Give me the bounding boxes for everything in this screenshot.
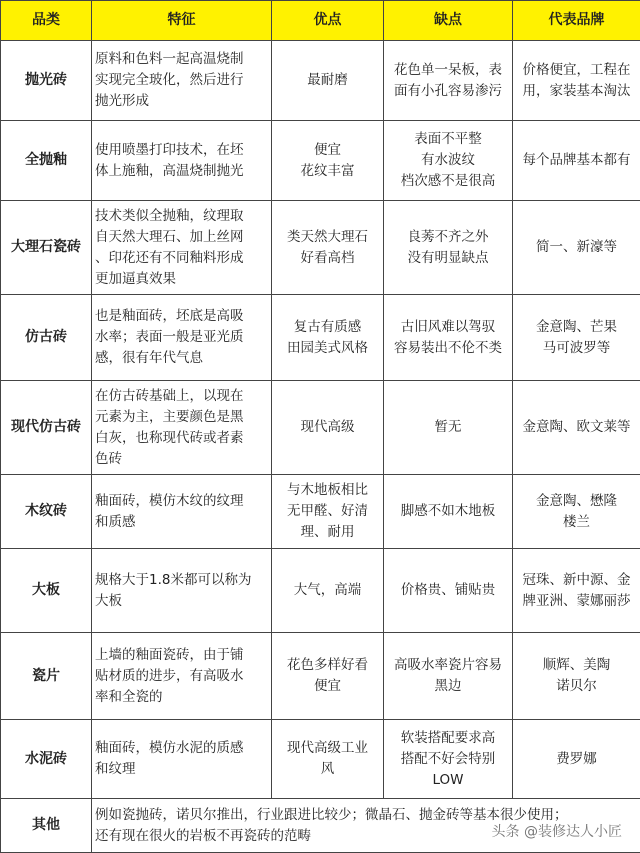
pros-cell: 现代高级 [272,381,384,475]
cons-cell: 表面不平整 有水波纹 档次感不是很高 [384,121,513,201]
brands-cell: 每个品牌基本都有 [513,121,640,201]
category-cell: 木纹砖 [1,475,92,549]
header-brands: 代表品牌 [513,1,640,41]
cons-cell: 脚感不如木地板 [384,475,513,549]
category-cell: 现代仿古砖 [1,381,92,475]
table-row [1,201,640,295]
brands-cell: 价格便宜，工程在 用，家装基本淘汰 [513,41,640,121]
table-row [1,720,640,799]
features-cell: 釉面砖，模仿水泥的质感 和纹理 [92,720,272,799]
cons-cell: 暂无 [384,381,513,475]
header-features: 特征 [92,1,272,41]
pros-cell: 最耐磨 [272,41,384,121]
cons-cell: 高吸水率瓷片容易 黑边 [384,633,513,720]
cons-cell: 价格贵、铺贴贵 [384,549,513,633]
category-cell: 仿古砖 [1,295,92,381]
table-row [1,475,640,549]
brands-cell: 金意陶、懋隆 楼兰 [513,475,640,549]
table-row [1,295,640,381]
features-cell: 规格大于1.8米都可以称为 大板 [92,549,272,633]
category-cell: 大板 [1,549,92,633]
features-cell: 在仿古砖基础上，以现在 元素为主，主要颜色是黑 白灰，也称现代砖或者素 色砖 [92,381,272,475]
brands-cell: 简一、新濠等 [513,201,640,295]
category-cell: 抛光砖 [1,41,92,121]
features-cell: 上墙的釉面瓷砖，由于铺 贴材质的进步，有高吸水 率和全瓷的 [92,633,272,720]
pros-cell: 大气，高端 [272,549,384,633]
cons-cell: 花色单一呆板，表 面有小孔容易渗污 [384,41,513,121]
table-row [1,381,640,475]
category-cell: 水泥砖 [1,720,92,799]
header-row [1,1,640,41]
features-cell: 技术类似全抛釉，纹理取 自天然大理石、加上丝网 、印花还有不同釉料形成 更加逼真效果 [92,201,272,295]
table-row [1,633,640,720]
features-cell: 原料和色料一起高温烧制 实现完全玻化，然后进行 抛光形成 [92,41,272,121]
brands-cell: 金意陶、欧文莱等 [513,381,640,475]
cons-cell: 良莠不齐之外 没有明显缺点 [384,201,513,295]
category-cell: 大理石瓷砖 [1,201,92,295]
category-cell: 全抛釉 [1,121,92,201]
table-row [1,121,640,201]
features-cell: 也是釉面砖，坯底是高吸 水率；表面一般是亚光质 感，很有年代气息 [92,295,272,381]
header-pros: 优点 [272,1,384,41]
category-cell: 其他 [1,799,92,853]
features-cell: 使用喷墨打印技术，在坯 体上施釉，高温烧制抛光 [92,121,272,201]
brands-cell: 冠珠、新中源、金 牌亚洲、蒙娜丽莎 [513,549,640,633]
pros-cell: 与木地板相比 无甲醛、好清 理、耐用 [272,475,384,549]
cons-cell: 古旧风难以驾驭 容易装出不伦不类 [384,295,513,381]
table-row [1,549,640,633]
cons-cell: 软装搭配要求高 搭配不好会特别 LOW [384,720,513,799]
pros-cell: 花色多样好看 便宜 [272,633,384,720]
header-cons: 缺点 [384,1,513,41]
brands-cell: 费罗娜 [513,720,640,799]
features-cell: 釉面砖，模仿木纹的纹理 和质感 [92,475,272,549]
pros-cell: 便宜 花纹丰富 [272,121,384,201]
watermark: 头条 @装修达人小匠 [492,821,622,841]
category-cell: 瓷片 [1,633,92,720]
brands-cell: 金意陶、芒果 马可波罗等 [513,295,640,381]
pros-cell: 类天然大理石 好看高档 [272,201,384,295]
other-text-cell: 例如瓷抛砖，诺贝尔推出，行业跟进比较少；微晶石、抛金砖等基本很少使用； 还有现在很火的岩板不再瓷砖的范畴 [92,799,640,853]
pros-cell: 复古有质感 田园美式风格 [272,295,384,381]
brands-cell: 顺辉、美陶 诺贝尔 [513,633,640,720]
pros-cell: 现代高级工业 风 [272,720,384,799]
table-row [1,41,640,121]
header-category: 品类 [1,1,92,41]
